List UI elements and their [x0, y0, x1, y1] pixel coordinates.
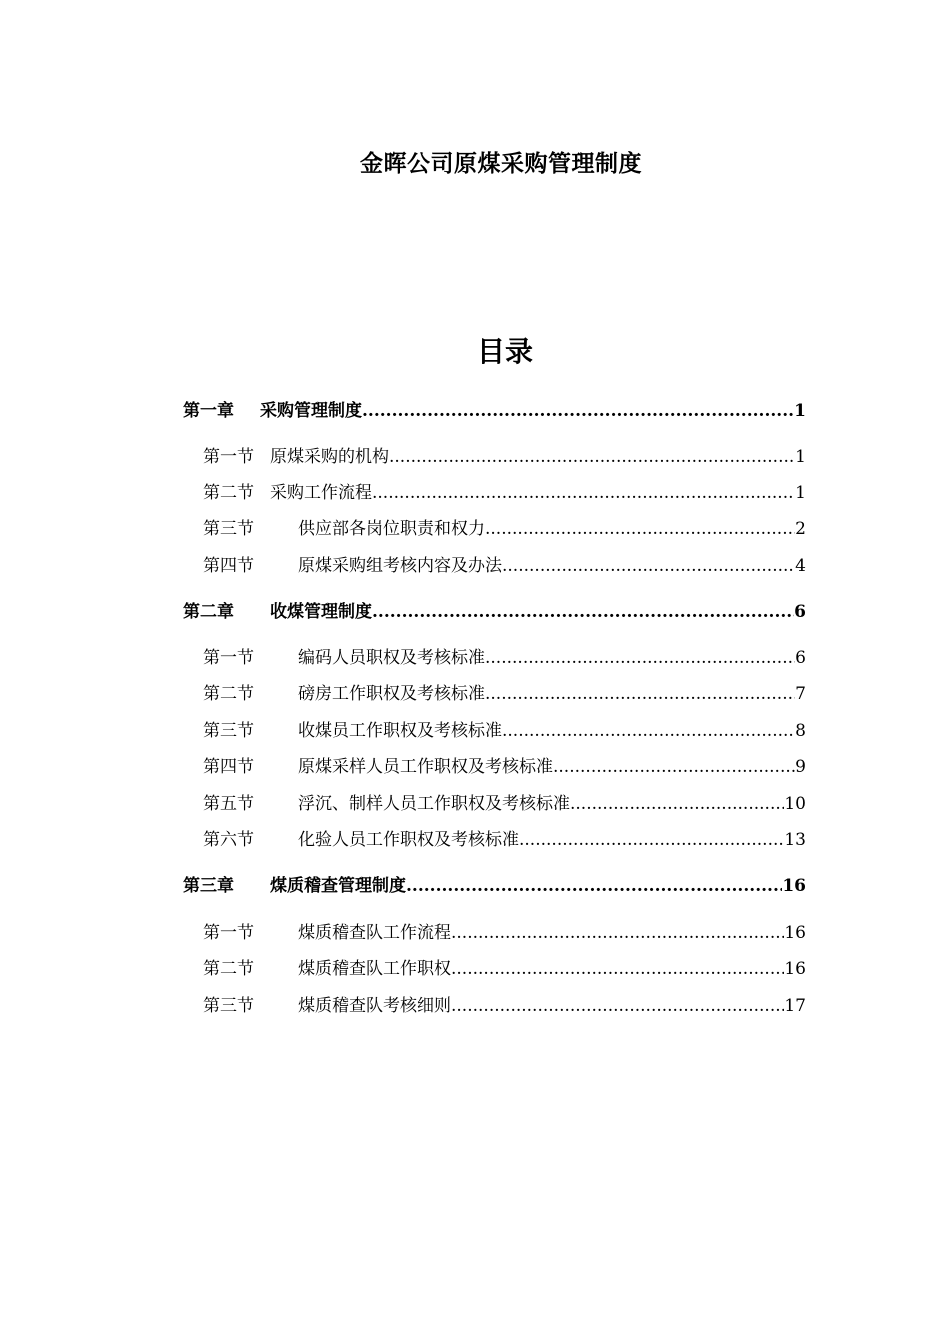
toc-section-3-3[interactable] [203, 993, 806, 1019]
page-number: 1 [794, 401, 806, 421]
toc-chapter-3[interactable] [183, 873, 806, 899]
dot-leader [485, 681, 795, 707]
dot-leader [451, 956, 784, 982]
page-number: 16 [782, 876, 806, 896]
section-number: 第三节 [203, 996, 254, 1016]
dot-leader [502, 718, 795, 744]
toc-section-1-1[interactable] [203, 444, 806, 470]
section-title: 化验人员工作职权及考核标准 [298, 830, 519, 850]
chapter-title: 采购管理制度 [260, 401, 362, 421]
toc-section-1-4[interactable] [203, 553, 806, 579]
chapter-title: 收煤管理制度 [270, 602, 372, 622]
page-number: 16 [784, 959, 806, 979]
section-number: 第三节 [203, 519, 254, 539]
dot-leader [485, 516, 795, 542]
dot-leader [485, 645, 795, 671]
dot-leader [372, 480, 795, 506]
dot-leader [406, 873, 782, 899]
dot-leader [553, 754, 795, 780]
toc-section-1-2[interactable] [203, 480, 806, 506]
section-number: 第二节 [203, 684, 254, 704]
page-number: 1 [795, 447, 806, 467]
dot-leader [451, 993, 784, 1019]
chapter-number: 第三章 [183, 876, 234, 896]
page-number: 9 [795, 757, 806, 777]
toc-section-3-2[interactable] [203, 956, 806, 982]
dot-leader [502, 553, 795, 579]
page-number: 13 [784, 830, 806, 850]
section-title: 收煤员工作职权及考核标准 [298, 721, 502, 741]
section-number: 第五节 [203, 794, 254, 814]
chapter-title: 煤质稽查管理制度 [270, 876, 406, 896]
section-title: 采购工作流程 [270, 483, 372, 503]
section-title: 浮沉、制样人员工作职权及考核标准 [298, 794, 570, 814]
dot-leader [362, 398, 794, 424]
section-number: 第二节 [203, 483, 254, 503]
page-number: 8 [795, 721, 806, 741]
section-number: 第一节 [203, 923, 254, 943]
chapter-number: 第一章 [183, 401, 234, 421]
section-title: 煤质稽查队考核细则 [298, 996, 451, 1016]
dot-leader [519, 827, 784, 853]
section-number: 第一节 [203, 648, 254, 668]
section-number: 第四节 [203, 556, 254, 576]
section-title: 原煤采购组考核内容及办法 [298, 556, 502, 576]
section-number: 第四节 [203, 757, 254, 777]
section-title: 磅房工作职权及考核标准 [298, 684, 485, 704]
page-number: 16 [784, 923, 806, 943]
dot-leader [451, 920, 784, 946]
page-number: 7 [795, 684, 806, 704]
page-number: 1 [795, 483, 806, 503]
chapter-number: 第二章 [183, 602, 234, 622]
page-number: 10 [784, 794, 806, 814]
dot-leader [570, 791, 784, 817]
page-number: 2 [795, 519, 806, 539]
toc-section-2-5[interactable] [203, 791, 806, 817]
toc-chapter-2[interactable] [183, 599, 806, 625]
toc-section-1-3[interactable] [203, 516, 806, 542]
toc-section-2-4[interactable] [203, 754, 806, 780]
document-title: 金晖公司原煤采购管理制度 [360, 150, 642, 177]
section-title: 编码人员职权及考核标准 [298, 648, 485, 668]
section-number: 第二节 [203, 959, 254, 979]
toc-section-2-2[interactable] [203, 681, 806, 707]
section-number: 第三节 [203, 721, 254, 741]
toc-heading: 目录 [476, 335, 533, 368]
section-title: 原煤采购的机构 [270, 447, 389, 467]
section-title: 煤质稽查队工作职权 [298, 959, 451, 979]
page-number: 17 [784, 996, 806, 1016]
section-title: 原煤采样人员工作职权及考核标准 [298, 757, 553, 777]
section-title: 煤质稽查队工作流程 [298, 923, 451, 943]
page-number: 6 [794, 602, 806, 622]
page-number: 6 [795, 648, 806, 668]
toc-chapter-1[interactable] [183, 398, 806, 424]
toc-section-2-6[interactable] [203, 827, 806, 853]
dot-leader [389, 444, 795, 470]
section-title: 供应部各岗位职责和权力 [298, 519, 485, 539]
toc-section-3-1[interactable] [203, 920, 806, 946]
section-number: 第一节 [203, 447, 254, 467]
section-number: 第六节 [203, 830, 254, 850]
page-number: 4 [795, 556, 806, 576]
toc-section-2-3[interactable] [203, 718, 806, 744]
dot-leader [372, 599, 794, 625]
toc-section-2-1[interactable] [203, 645, 806, 671]
